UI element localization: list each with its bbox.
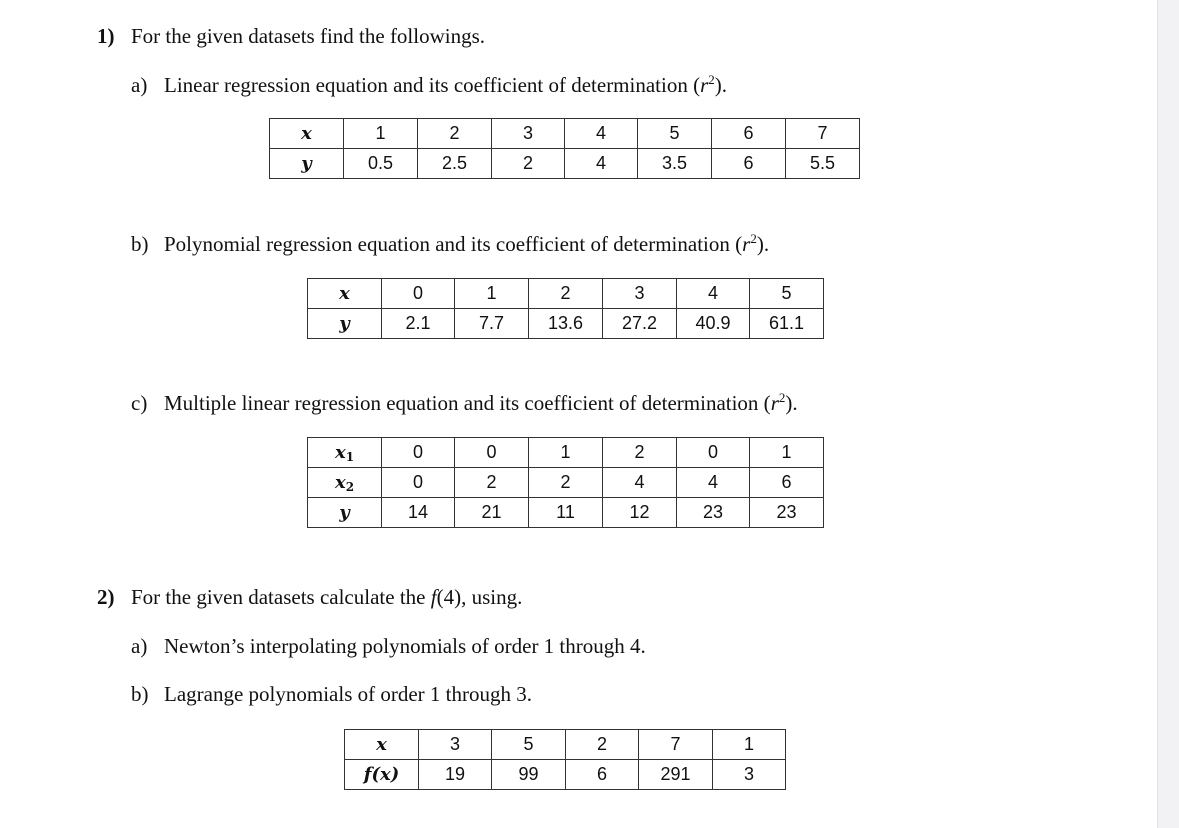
table-cell: 2	[529, 279, 603, 309]
table-1a	[269, 118, 860, 179]
table-cell: 2	[492, 149, 565, 179]
table-cell: 3	[492, 119, 565, 149]
table-cell: 2	[529, 468, 603, 498]
question-1c-label: c)	[131, 391, 148, 415]
table-cell: 4	[677, 468, 750, 498]
table-cell: 5	[750, 279, 824, 309]
table-cell: 40.9	[677, 309, 750, 339]
table-1b	[307, 278, 824, 339]
question-2a-label: a)	[131, 634, 148, 658]
table-row-y	[308, 498, 824, 528]
table-cell: 5	[638, 119, 712, 149]
table-cell: 0	[382, 468, 455, 498]
table-cell: 19	[419, 760, 492, 790]
table-row-y	[308, 309, 824, 339]
table-cell: 27.2	[603, 309, 677, 339]
table-cell: 291	[639, 760, 713, 790]
table-cell: 0	[677, 438, 750, 468]
table-row-x	[270, 119, 860, 149]
table-cell: 1	[344, 119, 418, 149]
table-row-y	[270, 149, 860, 179]
table-cell: 4	[565, 149, 638, 179]
table-cell: 13.6	[529, 309, 603, 339]
row-header-x: x	[308, 279, 382, 309]
question-1a-text: Linear regression equation and its coefficient of determination $(r^2)$.	[164, 72, 728, 97]
table-cell: 2	[418, 119, 492, 149]
row-header-x: x	[345, 730, 419, 760]
row-header-y: y	[270, 149, 344, 179]
table-cell: 7	[786, 119, 860, 149]
question-2-text: For the given datasets calculate the f(4), using.	[131, 585, 523, 609]
question-1b-text: Polynomial regression equation and its coefficient of determination $(r^2)$.	[164, 231, 770, 256]
row-header-x2: $x_2$	[308, 468, 382, 498]
table-cell: 7.7	[455, 309, 529, 339]
table-cell: 99	[492, 760, 566, 790]
question-1c-text: Multiple linear regression equation and its coefficient of determination $(r^2)$.	[164, 390, 798, 415]
table-cell: 3	[603, 279, 677, 309]
table-cell: 2.1	[382, 309, 455, 339]
table-cell: 0	[382, 438, 455, 468]
table-cell: 2.5	[418, 149, 492, 179]
table-cell: 12	[603, 498, 677, 528]
table-cell: 4	[603, 468, 677, 498]
table-cell: 23	[750, 498, 824, 528]
table-cell: 6	[712, 119, 786, 149]
table-cell: 2	[455, 468, 529, 498]
question-2a-text: Newton’s interpolating polynomials of order 1 through 4.	[164, 634, 646, 658]
table-row-x	[308, 279, 824, 309]
question-2-number: 2)	[97, 585, 115, 609]
table-cell: 7	[639, 730, 713, 760]
table-cell: 1	[455, 279, 529, 309]
question-1-number: 1)	[97, 24, 115, 48]
table-cell: 2	[566, 730, 639, 760]
table-cell: 5.5	[786, 149, 860, 179]
question-1a-label: a)	[131, 73, 148, 97]
table-cell: 2	[603, 438, 677, 468]
table-cell: 6	[712, 149, 786, 179]
table-cell: 3.5	[638, 149, 712, 179]
table-1c	[307, 437, 824, 528]
table-cell: 6	[566, 760, 639, 790]
row-header-y: y	[308, 309, 382, 339]
table-cell: 11	[529, 498, 603, 528]
row-header-y: y	[308, 498, 382, 528]
table-row-x2	[308, 468, 824, 498]
table-row-fx	[345, 760, 786, 790]
table-cell: 14	[382, 498, 455, 528]
table-cell: 6	[750, 468, 824, 498]
table-cell: 0	[382, 279, 455, 309]
table-cell: 4	[565, 119, 638, 149]
table-cell: 5	[492, 730, 566, 760]
row-header-x1: $x_1$	[308, 438, 382, 468]
table-cell: 1	[713, 730, 786, 760]
table-row-x	[345, 730, 786, 760]
question-2b-text: Lagrange polynomials of order 1 through 3.	[164, 682, 532, 706]
table-cell: 0	[455, 438, 529, 468]
question-2b-label: b)	[131, 682, 149, 706]
table-2	[344, 729, 786, 790]
table-cell: 3	[419, 730, 492, 760]
row-header-x: x	[270, 119, 344, 149]
table-cell: 3	[713, 760, 786, 790]
question-1-text: For the given datasets find the followings.	[131, 24, 486, 48]
table-row-x1	[308, 438, 824, 468]
table-cell: 1	[529, 438, 603, 468]
table-cell: 1	[750, 438, 824, 468]
table-cell: 61.1	[750, 309, 824, 339]
table-cell: 4	[677, 279, 750, 309]
question-1b-label: b)	[131, 232, 149, 256]
table-cell: 23	[677, 498, 750, 528]
table-cell: 21	[455, 498, 529, 528]
row-header-fx: f(x)	[345, 760, 419, 790]
table-cell: 0.5	[344, 149, 418, 179]
